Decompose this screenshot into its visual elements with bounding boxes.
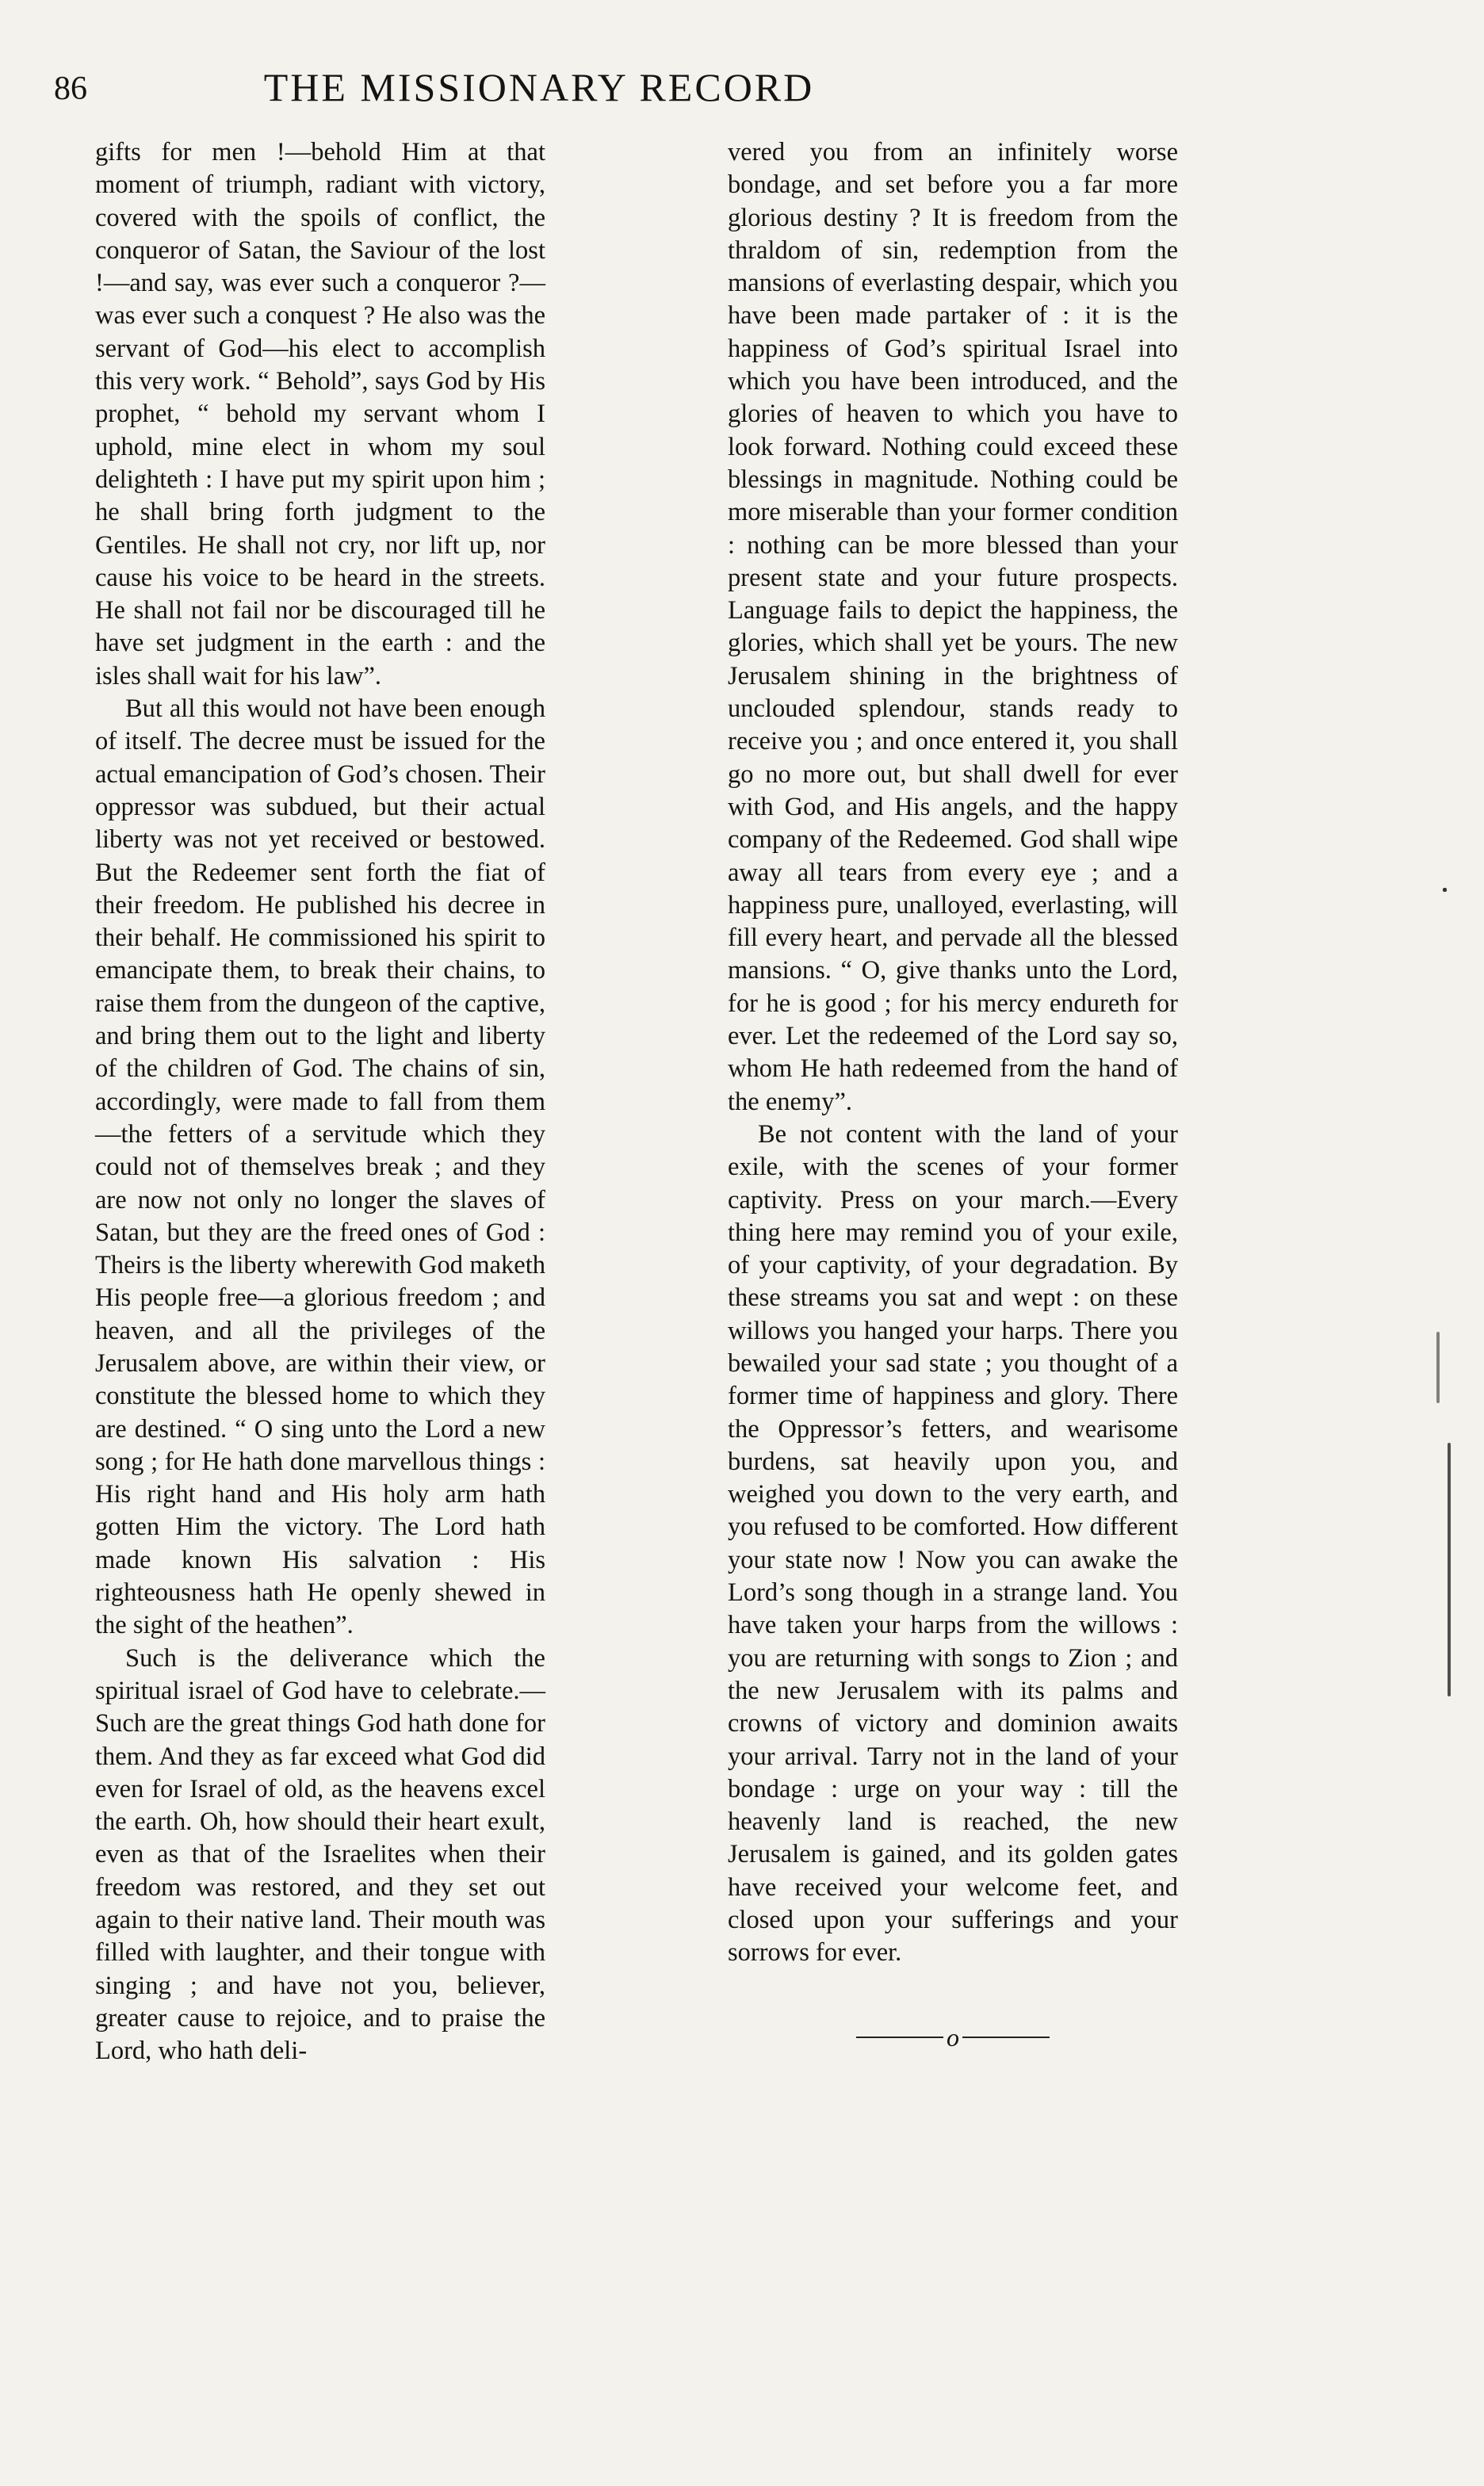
scan-speck [1436,1332,1440,1403]
divider-rule-right [962,2037,1050,2038]
paragraph: Such is the deliverance which the spiritual israel of God have to celebrate.—Such are the great things God hath done for them. And they as far exceed what God did even for Israel of old, as the heavens excel the earth. Oh, how should their heart exult, even as that of the Israelites when their freedom was restored, and they set out again to their native land. Their mouth was filled with laughter, and their tongue with singing ; and have not you, believer, greater cause to rejoice, and to praise the Lord, who hath deli- [95,1643,545,2066]
scan-speck [1443,888,1447,892]
page-number: 86 [54,71,87,107]
paragraph: But all this would not have been enough of itself. The decree must be issued for the actual emancipation of God’s chosen. Their oppressor was subdued, but their actual liberty was not yet received or bestowed. But the Redeemer sent forth the fiat of their freedom. He published his decree in their behalf. He commissioned his spirit to emancipate them, to break their chains, to raise them from the dungeon of the captive, and bring them out to the light and liberty of the children of God. The chains of sin, accordingly, were made to fall from them—the fetters of a servitude which they could not of themselves break ; and they are now not only no longer the slaves of Satan, but they are the freed ones of God : Theirs is the liberty wherewith God maketh His people free—a glorious freedom ; and heaven, and all the privileges of the Jerusalem above, are within their view, or constitute the blessed home to which they are destined. “ O sing unto the Lord a new song ; for He hath done marvellous things : His right hand and His holy arm hath gotten Him the victory. The Lord hath made known His salvation : His righteousness hath He openly shewed in the sight of the heathen”. [95,694,545,1640]
paragraph: gifts for men !—behold Him at that moment of triumph, radiant with victory, covered with the spoils of conflict, the conqueror of Satan, the Saviour of the lost !—and say, was ever such a conqueror ?—was ever such a conquest ? He also was the servant of God—his elect to accomplish this very work. “ Behold”, says God by His prophet, “ behold my servant whom I uphold, mine elect in whom my soul delighteth : I have put my spirit upon him ; he shall bring forth judgment to the Gentiles. He shall not cry, nor lift up, nor cause his voice to be heard in the streets. He shall not fail nor be discouraged till he have set judgment in the earth : and the isles shall wait for his law”. [95,138,545,690]
running-title: THE MISSIONARY RECORD [263,65,815,109]
divider-mark: o [947,2022,959,2052]
divider-rule-left [856,2037,943,2038]
paragraph: Be not content with the land of your exile, with the scenes of your former captivity. Press on your march.—Every thing here may remind you of your exile, of your captivity, of your degradation. By these streams you sat and wept : on these willows you hanged your harps. There you bewailed your sad state ; you thought of a former time of happiness and glory. There the Oppressor’s fetters, and wearisome burdens, sat heavily upon you, and weighed you down to the very earth, and you refused to be comforted. How different your state now ! Now you can awake the Lord’s song though in a strange land. You have taken your harps from the willows : you are returning with songs to Zion ; and the new Jerusalem with its palms and crowns of victory and dominion awaits your arrival. Tarry not in the land of your bondage : urge on your way : till the heavenly land is reached, the new Jerusalem is gained, and its golden gates have received your welcome feet, and closed upon your sufferings and your sorrows for ever. [728,1119,1178,1968]
left-column [95,136,545,2068]
scan-speck [1448,1443,1451,1696]
paragraph: vered you from an infinitely worse bondage, and set before you a far more glorious destiny ? It is freedom from the thraldom of sin, redemption from the mansions of everlasting despair, which you have been made partaker of : it is the happiness of God’s spiritual Israel into which you have been introduced, and the glories of heaven to which you have to look forward. Nothing could exceed these blessings in magnitude. Nothing could be more miserable than your former condition : nothing can be more blessed than your present state and your future prospects. Language fails to depict the happiness, the glories, which shall yet be yours. The new Jerusalem shining in the brightness of unclouded splendour, stands ready to receive you ; and once entered it, you shall go no more out, but shall dwell for ever with God, and His angels, and the happy company of the Redeemed. God shall wipe away all tears from every eye ; and a happiness pure, unalloyed, everlasting, will fill every heart, and pervade all the blessed mansions. “ O, give thanks unto the Lord, for he is good ; for his mercy endureth for ever. Let the redeemed of the Lord say so, whom He hath redeemed from the hand of the enemy”. [728,138,1178,1116]
page-header [48,63,983,119]
section-divider [728,2019,1178,2054]
scan-edge-specks [1419,840,1467,1712]
right-column [728,136,1178,2054]
